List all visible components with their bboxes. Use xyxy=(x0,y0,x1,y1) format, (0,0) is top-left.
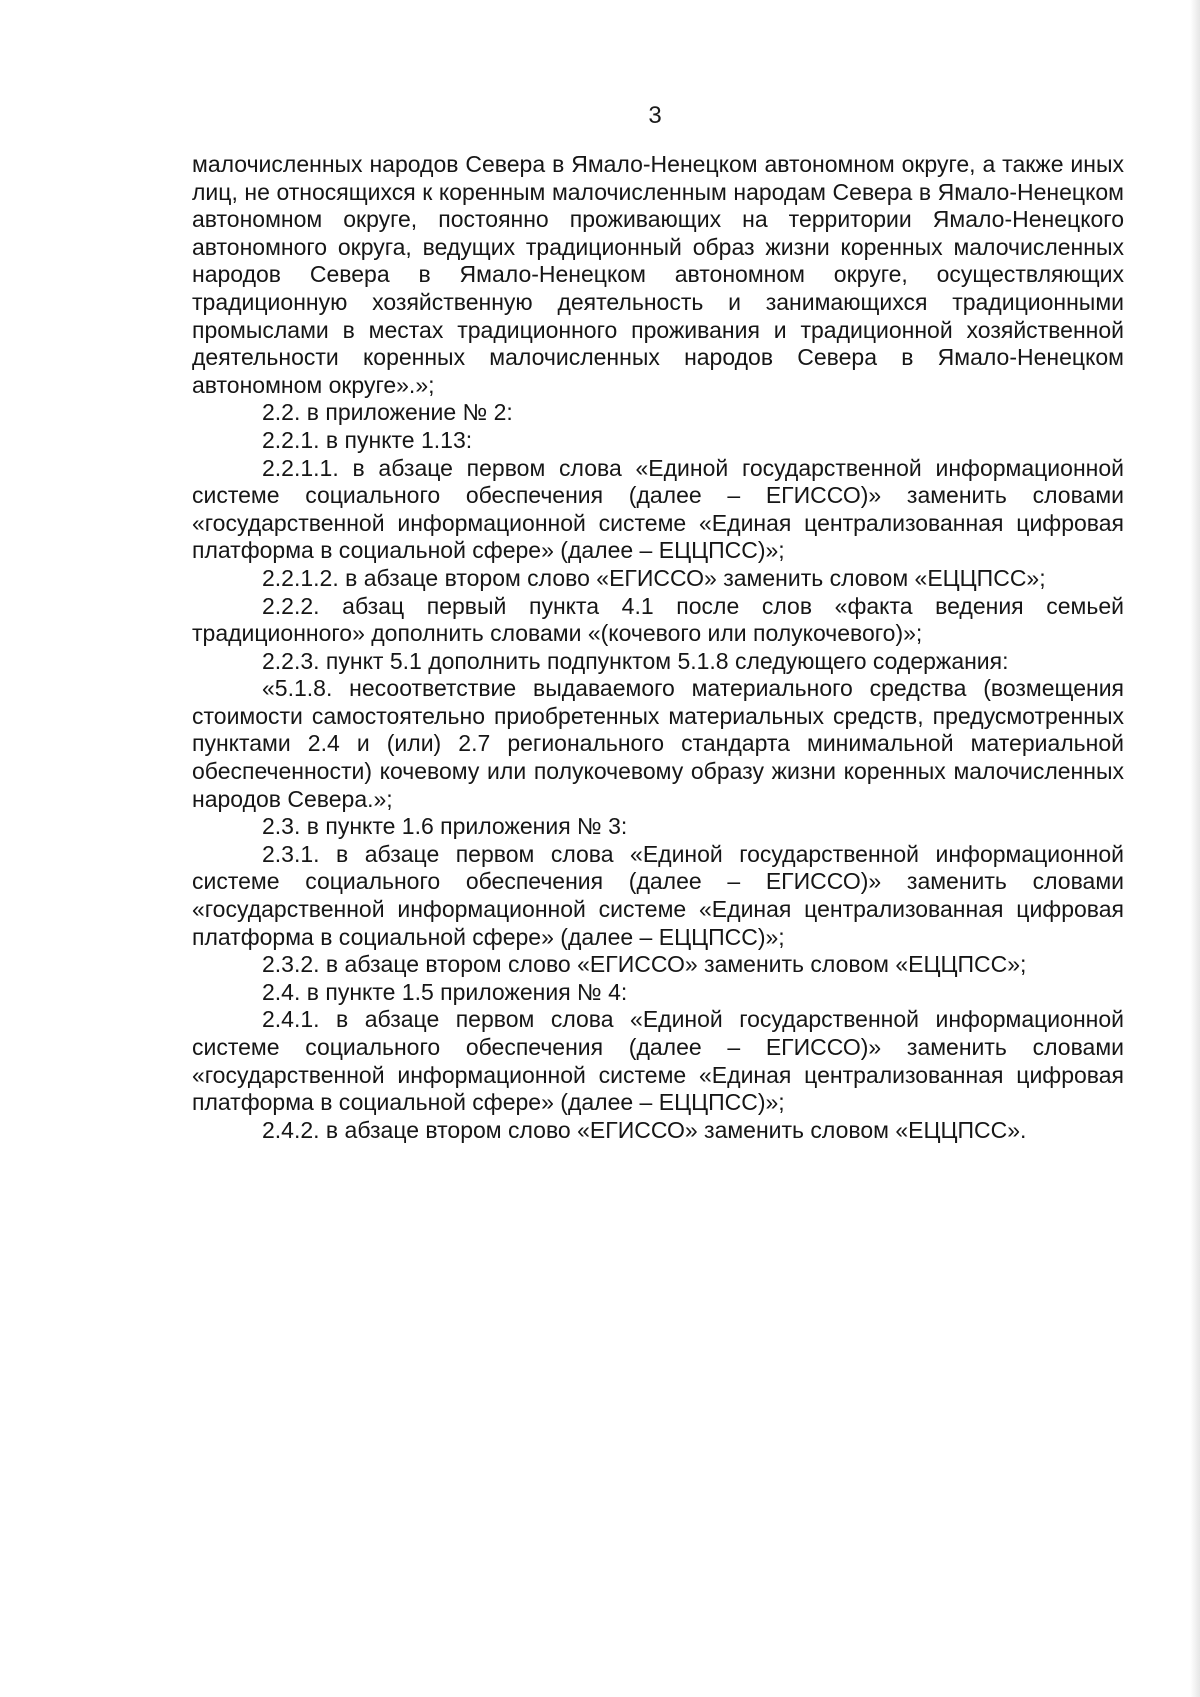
paragraph-2-2-2: 2.2.2. абзац первый пункта 4.1 после слов «факта ведения семьей традиционного» дополнить словами «(кочевого или полукочевого)»; xyxy=(192,592,1124,647)
paragraph-2-3-2: 2.3.2. в абзаце втором слово «ЕГИССО» заменить словом «ЕЦЦПСС»; xyxy=(262,951,1027,978)
paragraph-2-3: 2.3. в пункте 1.6 приложения № 3: xyxy=(262,813,628,840)
document-body xyxy=(192,151,1124,1144)
paragraph-2-4: 2.4. в пункте 1.5 приложения № 4: xyxy=(262,978,628,1005)
paragraph-2-2-1: 2.2.1. в пункте 1.13: xyxy=(262,426,473,453)
paragraph-2-2-3: 2.2.3. пункт 5.1 дополнить подпунктом 5.1.8 следующего содержания: xyxy=(262,647,1009,674)
paragraph-5-1-8: «5.1.8. несоответствие выдаваемого материального средства (возмещения стоимости самостоятельно приобретенных материальных средств, предусмотренных пунктами 2.4 и (или) 2.7 регионального стандарта минимальной материальной обеспеченности) кочевому или полукочевому образу жизни коренных малочисленных народов Севера.»; xyxy=(192,675,1124,812)
page-edge-shadow xyxy=(1190,0,1200,1697)
paragraph-2-2-1-2: 2.2.1.2. в абзаце втором слово «ЕГИССО» заменить словом «ЕЦЦПСС»; xyxy=(262,564,1046,591)
paragraph-2-2: 2.2. в приложение № 2: xyxy=(262,399,513,426)
paragraph-2-4-1: 2.4.1. в абзаце первом слова «Единой государственной информационной системе социального обеспечения (далее – ЕГИССО)» заменить словами «государственной информационной системе «Единая централизованная цифровая платформа в социальной сфере» (далее – ЕЦЦПСС)»; xyxy=(192,1006,1124,1116)
paragraph-2-2-1-1: 2.2.1.1. в абзаце первом слова «Единой государственной информационной системе социального обеспечения (далее – ЕГИССО)» заменить словами «государственной информационной системе «Единая централизованная цифровая платформа в социальной сфере» (далее – ЕЦЦПСС)»; xyxy=(192,454,1124,564)
paragraph-2-4-2: 2.4.2. в абзаце втором слово «ЕГИССО» заменить словом «ЕЦЦПСС». xyxy=(262,1116,1027,1143)
paragraph-2-3-1: 2.3.1. в абзаце первом слова «Единой государственной информационной системе социального обеспечения (далее – ЕГИССО)» заменить словами «государственной информационной системе «Единая централизованная цифровая платформа в социальной сфере» (далее – ЕЦЦПСС)»; xyxy=(192,840,1124,950)
page-number: 3 xyxy=(648,102,662,129)
paragraph-continuation: малочисленных народов Севера в Ямало-Ненецком автономном округе, а также иных лиц, не относящихся к коренным малочисленным народам Севера в Ямало-Ненецком автономном округе, постоянно проживающих на территории Ямало-Ненецкого автономного округа, ведущих традиционный образ жизни коренных малочисленных народов Севера в Ямало-Ненецком автономном округе, осуществляющих традиционную хозяйственную деятельность и занимающихся традиционными промыслами в местах традиционного проживания и традиционной хозяйственной деятельности коренных малочисленных народов Севера в Ямало-Ненецком автономном округе».»; xyxy=(192,151,1124,398)
